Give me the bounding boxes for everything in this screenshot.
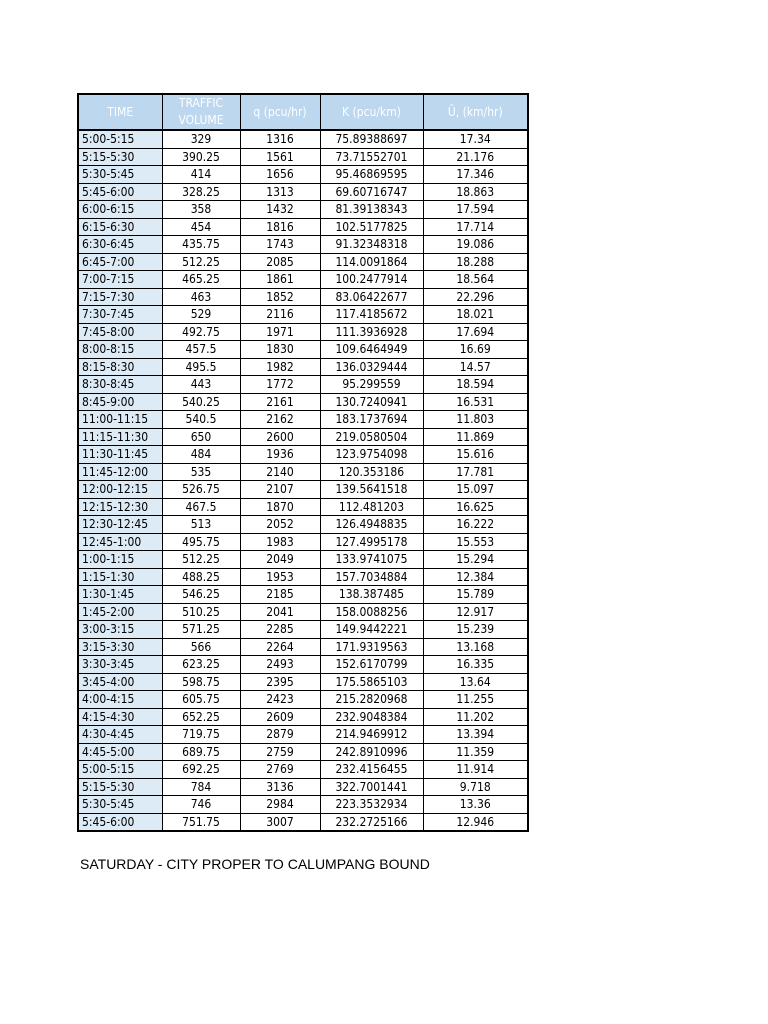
cell-u: 15.239	[423, 621, 528, 639]
cell-q: 2140	[240, 463, 320, 481]
cell-q: 3136	[240, 778, 320, 796]
cell-u: 11.914	[423, 761, 528, 779]
table-row	[78, 743, 528, 761]
cell-k: 95.299559	[320, 376, 423, 394]
cell-time: 1:00-1:15	[78, 551, 162, 569]
cell-time: 12:15-12:30	[78, 498, 162, 516]
cell-u: 11.803	[423, 411, 528, 429]
cell-u: 11.202	[423, 708, 528, 726]
cell-time: 11:00-11:15	[78, 411, 162, 429]
table-row	[78, 638, 528, 656]
cell-time: 12:00-12:15	[78, 481, 162, 499]
cell-time: 3:30-3:45	[78, 656, 162, 674]
cell-q: 2759	[240, 743, 320, 761]
cell-traffic-volume: 598.75	[162, 673, 240, 691]
cell-time: 11:30-11:45	[78, 446, 162, 464]
cell-q: 2879	[240, 726, 320, 744]
cell-traffic-volume: 465.25	[162, 271, 240, 289]
cell-k: 81.39138343	[320, 201, 423, 219]
cell-traffic-volume: 510.25	[162, 603, 240, 621]
table-row	[78, 533, 528, 551]
cell-traffic-volume: 329	[162, 130, 240, 148]
cell-q: 2049	[240, 551, 320, 569]
cell-traffic-volume: 454	[162, 218, 240, 236]
cell-u: 16.222	[423, 516, 528, 534]
cell-k: 95.46869595	[320, 166, 423, 184]
cell-u: 12.946	[423, 813, 528, 831]
cell-k: 130.7240941	[320, 393, 423, 411]
cell-traffic-volume: 692.25	[162, 761, 240, 779]
cell-u: 18.863	[423, 183, 528, 201]
cell-q: 1432	[240, 201, 320, 219]
cell-traffic-volume: 390.25	[162, 148, 240, 166]
cell-traffic-volume: 719.75	[162, 726, 240, 744]
cell-k: 322.7001441	[320, 778, 423, 796]
cell-u: 15.789	[423, 586, 528, 604]
cell-time: 4:15-4:30	[78, 708, 162, 726]
cell-q: 2162	[240, 411, 320, 429]
cell-traffic-volume: 650	[162, 428, 240, 446]
cell-u: 15.294	[423, 551, 528, 569]
cell-k: 120.353186	[320, 463, 423, 481]
cell-u: 15.097	[423, 481, 528, 499]
header-volume-line2: VOLUME	[178, 113, 224, 127]
traffic-data-table	[77, 93, 529, 832]
cell-traffic-volume: 414	[162, 166, 240, 184]
cell-traffic-volume: 540.25	[162, 393, 240, 411]
table-row	[78, 621, 528, 639]
cell-traffic-volume: 689.75	[162, 743, 240, 761]
cell-k: 149.9442221	[320, 621, 423, 639]
cell-u: 19.086	[423, 236, 528, 254]
cell-time: 3:15-3:30	[78, 638, 162, 656]
cell-traffic-volume: 535	[162, 463, 240, 481]
cell-u: 17.346	[423, 166, 528, 184]
cell-traffic-volume: 443	[162, 376, 240, 394]
cell-k: 117.4185672	[320, 306, 423, 324]
cell-time: 5:00-5:15	[78, 130, 162, 148]
cell-k: 83.06422677	[320, 288, 423, 306]
table-row	[78, 813, 528, 831]
cell-traffic-volume: 492.75	[162, 323, 240, 341]
cell-traffic-volume: 495.75	[162, 533, 240, 551]
cell-time: 5:45-6:00	[78, 183, 162, 201]
cell-k: 219.0580504	[320, 428, 423, 446]
cell-k: 232.2725166	[320, 813, 423, 831]
cell-q: 1936	[240, 446, 320, 464]
table-row	[78, 516, 528, 534]
cell-time: 5:00-5:15	[78, 761, 162, 779]
cell-u: 17.781	[423, 463, 528, 481]
cell-time: 8:45-9:00	[78, 393, 162, 411]
table-row	[78, 481, 528, 499]
table-row	[78, 130, 528, 148]
cell-time: 12:30-12:45	[78, 516, 162, 534]
cell-u: 13.64	[423, 673, 528, 691]
cell-u: 15.616	[423, 446, 528, 464]
cell-traffic-volume: 540.5	[162, 411, 240, 429]
cell-time: 8:00-8:15	[78, 341, 162, 359]
cell-k: 223.3532934	[320, 796, 423, 814]
cell-traffic-volume: 746	[162, 796, 240, 814]
cell-k: 175.5865103	[320, 673, 423, 691]
cell-u: 11.869	[423, 428, 528, 446]
cell-q: 2600	[240, 428, 320, 446]
cell-u: 15.553	[423, 533, 528, 551]
header-traffic-volume	[162, 94, 240, 130]
cell-k: 158.0088256	[320, 603, 423, 621]
table-row	[78, 761, 528, 779]
cell-traffic-volume: 652.25	[162, 708, 240, 726]
cell-traffic-volume: 623.25	[162, 656, 240, 674]
cell-u: 16.69	[423, 341, 528, 359]
cell-q: 1316	[240, 130, 320, 148]
cell-q: 1743	[240, 236, 320, 254]
table-row	[78, 411, 528, 429]
table-row	[78, 148, 528, 166]
cell-time: 6:00-6:15	[78, 201, 162, 219]
cell-q: 2085	[240, 253, 320, 271]
cell-k: 152.6170799	[320, 656, 423, 674]
cell-q: 2185	[240, 586, 320, 604]
table-row	[78, 568, 528, 586]
table-row	[78, 341, 528, 359]
header-time: TIME	[78, 94, 162, 130]
cell-q: 2264	[240, 638, 320, 656]
table-row	[78, 288, 528, 306]
cell-k: 111.3936928	[320, 323, 423, 341]
table-row	[78, 253, 528, 271]
table-row	[78, 393, 528, 411]
cell-time: 8:15-8:30	[78, 358, 162, 376]
cell-q: 1852	[240, 288, 320, 306]
cell-traffic-volume: 546.25	[162, 586, 240, 604]
table-row	[78, 446, 528, 464]
cell-q: 2052	[240, 516, 320, 534]
cell-k: 69.60716747	[320, 183, 423, 201]
table-row	[78, 726, 528, 744]
cell-k: 73.71552701	[320, 148, 423, 166]
table-row	[78, 796, 528, 814]
cell-time: 1:15-1:30	[78, 568, 162, 586]
cell-traffic-volume: 435.75	[162, 236, 240, 254]
cell-u: 18.021	[423, 306, 528, 324]
cell-k: 232.4156455	[320, 761, 423, 779]
cell-traffic-volume: 467.5	[162, 498, 240, 516]
table-row	[78, 323, 528, 341]
cell-time: 6:15-6:30	[78, 218, 162, 236]
header-u: Ū, (km/hr)	[423, 94, 528, 130]
cell-q: 2769	[240, 761, 320, 779]
cell-time: 4:30-4:45	[78, 726, 162, 744]
cell-time: 8:30-8:45	[78, 376, 162, 394]
cell-k: 133.9741075	[320, 551, 423, 569]
cell-time: 5:15-5:30	[78, 148, 162, 166]
cell-traffic-volume: 512.25	[162, 551, 240, 569]
table-row	[78, 236, 528, 254]
cell-k: 242.8910996	[320, 743, 423, 761]
cell-q: 1971	[240, 323, 320, 341]
table-row	[78, 463, 528, 481]
cell-u: 16.625	[423, 498, 528, 516]
cell-k: 171.9319563	[320, 638, 423, 656]
cell-k: 123.9754098	[320, 446, 423, 464]
cell-k: 139.5641518	[320, 481, 423, 499]
cell-q: 2107	[240, 481, 320, 499]
cell-q: 2041	[240, 603, 320, 621]
cell-traffic-volume: 529	[162, 306, 240, 324]
cell-q: 1561	[240, 148, 320, 166]
cell-k: 232.9048384	[320, 708, 423, 726]
table-row	[78, 551, 528, 569]
cell-traffic-volume: 457.5	[162, 341, 240, 359]
cell-q: 1982	[240, 358, 320, 376]
table-row	[78, 271, 528, 289]
header-volume-line1: TRAFFIC	[178, 96, 224, 110]
cell-traffic-volume: 512.25	[162, 253, 240, 271]
cell-u: 11.255	[423, 691, 528, 709]
table-row	[78, 201, 528, 219]
cell-u: 13.394	[423, 726, 528, 744]
cell-k: 127.4995178	[320, 533, 423, 551]
cell-u: 14.57	[423, 358, 528, 376]
cell-traffic-volume: 605.75	[162, 691, 240, 709]
cell-u: 17.694	[423, 323, 528, 341]
table-row	[78, 498, 528, 516]
cell-u: 11.359	[423, 743, 528, 761]
cell-traffic-volume: 495.5	[162, 358, 240, 376]
cell-time: 11:15-11:30	[78, 428, 162, 446]
cell-time: 11:45-12:00	[78, 463, 162, 481]
cell-k: 183.1737694	[320, 411, 423, 429]
cell-q: 2984	[240, 796, 320, 814]
cell-k: 114.0091864	[320, 253, 423, 271]
table-row	[78, 691, 528, 709]
cell-time: 6:45-7:00	[78, 253, 162, 271]
cell-q: 2423	[240, 691, 320, 709]
header-q: q (pcu/hr)	[240, 94, 320, 130]
cell-traffic-volume: 751.75	[162, 813, 240, 831]
cell-time: 1:30-1:45	[78, 586, 162, 604]
cell-q: 2116	[240, 306, 320, 324]
table-row	[78, 218, 528, 236]
cell-k: 102.5177825	[320, 218, 423, 236]
cell-traffic-volume: 571.25	[162, 621, 240, 639]
cell-u: 18.564	[423, 271, 528, 289]
cell-u: 18.594	[423, 376, 528, 394]
cell-time: 7:15-7:30	[78, 288, 162, 306]
table-row	[78, 656, 528, 674]
cell-u: 9.718	[423, 778, 528, 796]
cell-time: 7:30-7:45	[78, 306, 162, 324]
cell-u: 13.168	[423, 638, 528, 656]
cell-time: 1:45-2:00	[78, 603, 162, 621]
cell-k: 136.0329444	[320, 358, 423, 376]
table-row	[78, 586, 528, 604]
cell-k: 109.6464949	[320, 341, 423, 359]
cell-k: 91.32348318	[320, 236, 423, 254]
cell-q: 2161	[240, 393, 320, 411]
cell-k: 112.481203	[320, 498, 423, 516]
cell-traffic-volume: 526.75	[162, 481, 240, 499]
table-body	[78, 130, 528, 831]
cell-k: 214.9469912	[320, 726, 423, 744]
table-row	[78, 778, 528, 796]
cell-u: 17.594	[423, 201, 528, 219]
table-caption: SATURDAY - CITY PROPER TO CALUMPANG BOUND	[80, 856, 430, 872]
cell-q: 1830	[240, 341, 320, 359]
table-row	[78, 708, 528, 726]
cell-traffic-volume: 328.25	[162, 183, 240, 201]
cell-time: 3:45-4:00	[78, 673, 162, 691]
cell-q: 2609	[240, 708, 320, 726]
cell-traffic-volume: 784	[162, 778, 240, 796]
table-row	[78, 603, 528, 621]
cell-u: 12.917	[423, 603, 528, 621]
cell-u: 17.34	[423, 130, 528, 148]
cell-q: 2395	[240, 673, 320, 691]
cell-traffic-volume: 566	[162, 638, 240, 656]
cell-time: 4:00-4:15	[78, 691, 162, 709]
cell-q: 1313	[240, 183, 320, 201]
cell-u: 12.384	[423, 568, 528, 586]
cell-k: 100.2477914	[320, 271, 423, 289]
cell-q: 2493	[240, 656, 320, 674]
table-row	[78, 673, 528, 691]
cell-u: 21.176	[423, 148, 528, 166]
cell-u: 13.36	[423, 796, 528, 814]
cell-q: 1656	[240, 166, 320, 184]
cell-traffic-volume: 358	[162, 201, 240, 219]
header-k: K (pcu/km)	[320, 94, 423, 130]
cell-traffic-volume: 484	[162, 446, 240, 464]
cell-u: 16.335	[423, 656, 528, 674]
cell-u: 16.531	[423, 393, 528, 411]
cell-q: 1953	[240, 568, 320, 586]
table-row	[78, 306, 528, 324]
cell-q: 1870	[240, 498, 320, 516]
cell-time: 5:45-6:00	[78, 813, 162, 831]
table-row	[78, 166, 528, 184]
cell-q: 1861	[240, 271, 320, 289]
table-row	[78, 358, 528, 376]
cell-time: 12:45-1:00	[78, 533, 162, 551]
cell-time: 7:00-7:15	[78, 271, 162, 289]
header-row	[78, 94, 528, 130]
cell-time: 3:00-3:15	[78, 621, 162, 639]
cell-k: 215.2820968	[320, 691, 423, 709]
table-row	[78, 428, 528, 446]
cell-time: 5:15-5:30	[78, 778, 162, 796]
cell-time: 7:45-8:00	[78, 323, 162, 341]
cell-q: 1772	[240, 376, 320, 394]
cell-time: 4:45-5:00	[78, 743, 162, 761]
cell-q: 1816	[240, 218, 320, 236]
table-row	[78, 183, 528, 201]
cell-traffic-volume: 513	[162, 516, 240, 534]
cell-q: 1983	[240, 533, 320, 551]
cell-k: 126.4948835	[320, 516, 423, 534]
cell-time: 5:30-5:45	[78, 166, 162, 184]
cell-k: 75.89388697	[320, 130, 423, 148]
table-row	[78, 376, 528, 394]
cell-time: 5:30-5:45	[78, 796, 162, 814]
cell-traffic-volume: 488.25	[162, 568, 240, 586]
cell-u: 22.296	[423, 288, 528, 306]
cell-k: 138.387485	[320, 586, 423, 604]
cell-time: 6:30-6:45	[78, 236, 162, 254]
cell-q: 3007	[240, 813, 320, 831]
cell-q: 2285	[240, 621, 320, 639]
cell-traffic-volume: 463	[162, 288, 240, 306]
cell-u: 17.714	[423, 218, 528, 236]
cell-k: 157.7034884	[320, 568, 423, 586]
cell-u: 18.288	[423, 253, 528, 271]
